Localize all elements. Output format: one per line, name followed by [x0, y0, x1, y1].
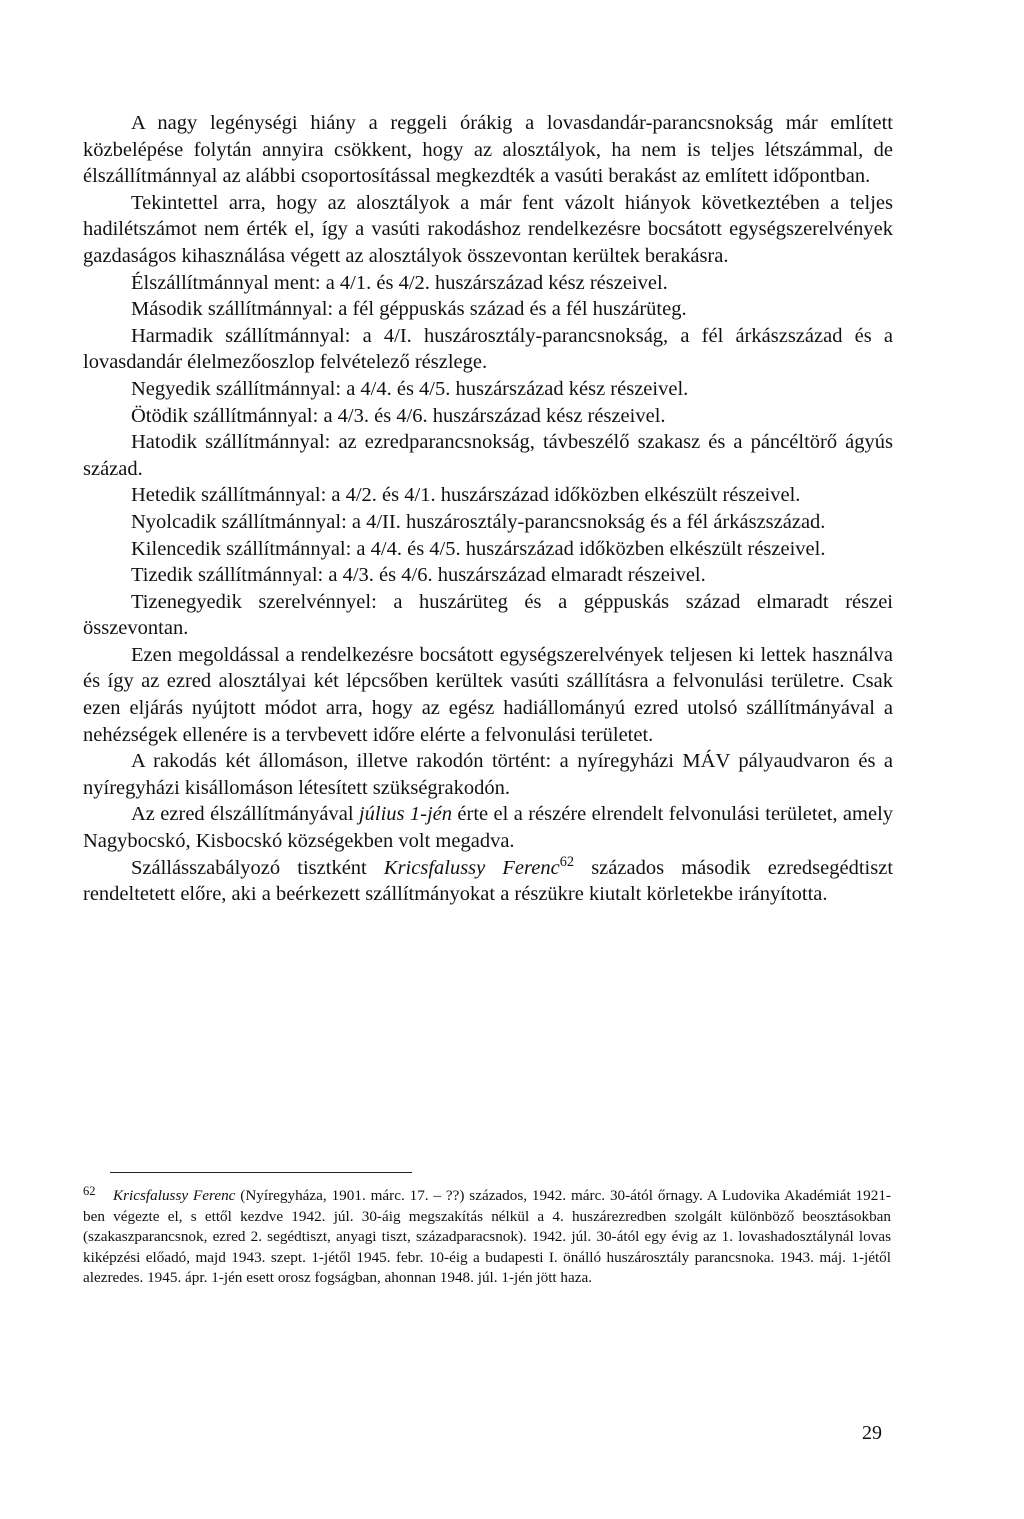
shipment-9: Kilencedik szállítmánnyal: a 4/4. és 4/5. huszárszázad időközben elkészült részeivel. [131, 537, 826, 560]
footnote-number: 62 [83, 1184, 96, 1198]
shipment-2: Második szállítmánnyal: a fél géppuskás század és a fél huszárüteg. [131, 298, 687, 321]
shipment-8: Nyolcadik szállítmánnyal: a 4/II. huszárosztály-parancsnokság és a fél árkászszázad. [131, 510, 826, 533]
footnote-divider [110, 1172, 412, 1173]
paragraph-loading-stations: A rakodás két állomáson, illetve rakodón történt: a nyíregyházi MÁV pályaudvaron és a nyíregyházi kisállomáson létesített szükségrakodón. [83, 750, 893, 799]
footnote-reference[interactable]: 62 [559, 853, 575, 870]
shipment-3: Harmadik szállítmánnyal: a 4/I. huszárosztály-parancsnokság, a fél árkászszázad és a lovasdandár élelmezőoszlop felvételező részlege. [83, 324, 893, 374]
shipment-6: Hatodik szállítmánnyal: az ezredparancsnokság, távbeszélő szakasz és a páncéltörő ágyús század. [83, 431, 893, 480]
page-number: 29 [862, 1422, 882, 1444]
footnote-text: (Nyíregyháza, 1901. márc. 17. – ??) százados, 1942. márc. 30-ától őrnagy. A Ludovika Akadémiát 1921-ben végezte el, s ettől kezdve 1942. júl. 30-áig megszakítás nélkül a 4. huszárezredben szolgált különböző beosztásokban (szakaszparancsnok, ezred 2. segédtiszt, anyagi tiszt, századparacsnok). 1942. júl. 30-ától egy évig az 1. lovashadosztálynál lovas kiképzési előadó, majd 1943. szept. 1-jétől 1945. febr. 10-éig a budapesti I. önálló huszárosztály parancsnoka. 1943. máj. 1-jétől alezredes. 1945. ápr. 1-jén esett orosz fogságban, ahonnan 1948. júl. 1-jén jött haza. [83, 1187, 891, 1286]
shipment-5: Ötödik szállítmánnyal: a 4/3. és 4/6. huszárszázad kész részeivel. [131, 404, 666, 427]
paragraph-arrival [83, 801, 893, 854]
page-body [83, 110, 893, 908]
shipment-11: Tizenegyedik szerelvénnyel: a huszárüteg és a géppuskás század elmaradt részei összevontan. [83, 590, 893, 640]
paragraph-solution: Ezen megoldással a rendelkezésre bocsátott egységszerelvények teljesen ki lettek használva és így az ezred alosztályai két lépcsőben kerültek vasúti szállításra a felvonulási területre. Csak ezen eljárás nyújtott módot arra, hogy az egész hadiállományú ezred utolsó szállítmányával a nehézségek ellenére is a tervbevett időre elérte a felvonulási területet. [83, 643, 893, 746]
paragraph-quartermaster [83, 855, 893, 908]
paragraph-shortage: A nagy legénységi hiány a reggeli órákig a lovasdandár-parancsnokság már említett közbelépése folytán annyira csökkent, hogy az alosztályok, ha nem is teljes létszámmal, de élszállítmánnyal az alábbi csoportosítással megkezdték a vasúti berakást az említett időpontban. [83, 112, 893, 188]
arrival-text-after: érte el a részére elrendelt felvonulási területet, amely Nagybocskó, Kisbocskó községekben volt megadva. [83, 803, 894, 853]
main-text [83, 110, 893, 908]
shipment-4: Negyedik szállítmánnyal: a 4/4. és 4/5. huszárszázad kész részeivel. [131, 377, 689, 400]
footnote [83, 1181, 891, 1289]
quartermaster-text-before: Szállásszabályozó tisztként [131, 856, 384, 879]
quartermaster-text-after: százados második ezredsegédtiszt rendeltetett előre, aki a beérkezett szállítmányokat a részükre kiutalt körletekbe irányította. [83, 856, 894, 906]
shipment-1: Élszállítmánnyal ment: a 4/1. és 4/2. huszárszázad kész részeivel. [131, 271, 668, 294]
officer-name: Kricsfalussy Ferenc [383, 856, 560, 879]
arrival-date: július 1-jén [358, 803, 453, 826]
footnote-officer-name: Kricsfalussy Ferenc [113, 1187, 236, 1204]
shipment-7: Hetedik szállítmánnyal: a 4/2. és 4/1. huszárszázad időközben elkészült részeivel. [131, 484, 801, 507]
shipment-10: Tizedik szállítmánnyal: a 4/3. és 4/6. huszárszázad elmaradt részeivel. [131, 564, 706, 587]
arrival-text-before: Az ezred élszállítmányával [131, 803, 359, 826]
paragraph-consolidation: Tekintettel arra, hogy az alosztályok a már fent vázolt hiányok következtében a teljes hadilétszámot nem érték el, így a vasúti rakodáshoz rendelkezésre bocsátott egységszerelvények gazdaságos kihasználása végett az alosztályok összevontan kerültek berakásra. [83, 191, 893, 267]
